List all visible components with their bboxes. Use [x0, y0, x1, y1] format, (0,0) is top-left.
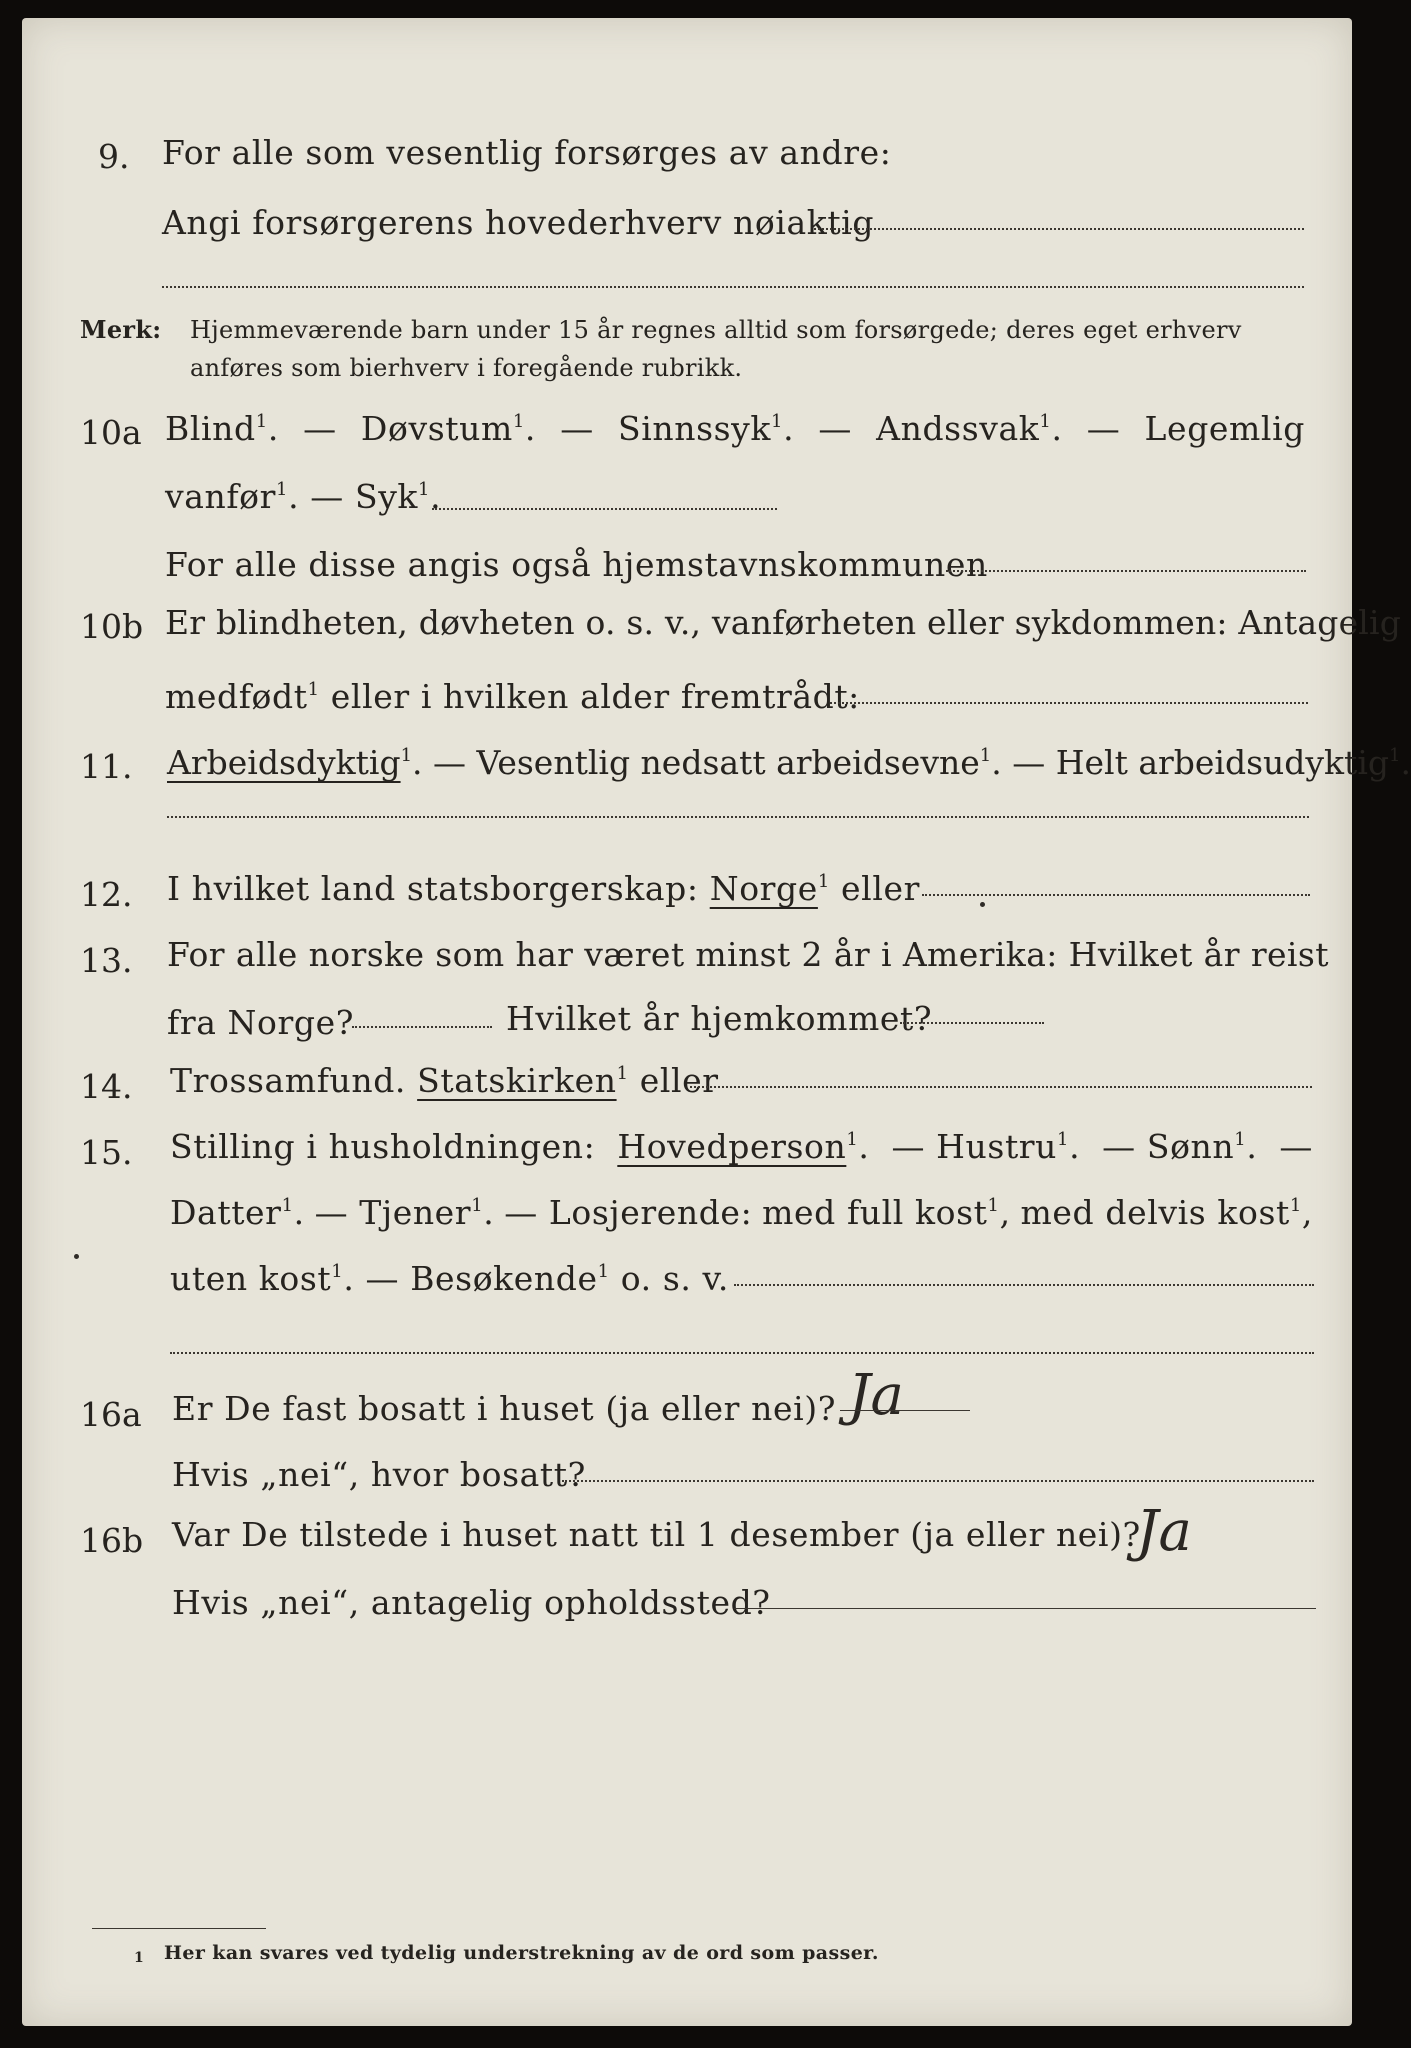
merk-label: Merk:: [80, 315, 162, 344]
separator: —: [1086, 409, 1121, 448]
q16a-answer-line: [840, 1410, 970, 1411]
separator: —: [560, 409, 594, 448]
q16a-line1: Er De fast bosatt i huset (ja eller nei)?: [172, 1389, 836, 1428]
q9-line1: For alle som vesentlig forsørges av andre:: [162, 133, 892, 172]
q10b-line1: Er blindheten, døvheten o. s. v., vanførheten eller sykdommen: Antagelig: [165, 603, 1402, 642]
q9-answer-line: [814, 228, 1304, 230]
q10b-answer-line: [830, 702, 1308, 704]
q10b-line2: medfødt$^1$ eller i hvilken alder fremtrådt:: [165, 677, 860, 716]
option-legemlig: Legemlig: [1144, 409, 1305, 448]
census-form-page: [22, 18, 1411, 2026]
q10a-number: 10a: [80, 413, 142, 452]
q16a-line2: Hvis „nei“, hvor bosatt?: [172, 1455, 586, 1494]
q14-line: Trossamfund. Statskirken$^1$ eller: [170, 1061, 719, 1100]
q16a-handwritten-answer: Ja: [848, 1363, 904, 1428]
q12-answer-line: [922, 894, 1310, 896]
q14-answer-line: [690, 1086, 1312, 1088]
q15-answer-line-2: [170, 1352, 1314, 1354]
q11-number: 11.: [80, 747, 133, 786]
ink-speck: [74, 1254, 79, 1259]
q15-number: 15.: [80, 1133, 133, 1172]
q16b-line2: Hvis „nei“, antagelig opholdssted?: [172, 1583, 771, 1622]
merk-line1: Hjemmeværende barn under 15 år regnes alltid som forsørgede; deres eget erhverv: [190, 316, 1242, 344]
q10a-answer-line: [432, 508, 777, 510]
option-statskirken-underlined: Statskirken: [417, 1061, 617, 1100]
footnote-text: Her kan svares ved tydelig understrekning av de ord som passer.: [164, 1942, 879, 1964]
q16a-number: 16a: [80, 1395, 142, 1434]
q13-line1: For alle norske som har været minst 2 år i Amerika: Hvilket år reist: [167, 935, 1329, 974]
q16b-hvis-line: [734, 1608, 1316, 1609]
q10a-line3: For alle disse angis også hjemstavnskommunen: [165, 545, 988, 584]
option-hovedperson-underlined: Hovedperson$^1$.: [617, 1127, 870, 1166]
q15-line3: uten kost$^1$. — Besøkende$^1$ o. s. v.: [170, 1259, 729, 1298]
q16b-line1: Var De tilstede i huset natt til 1 desember (ja eller nei)?: [172, 1515, 1141, 1554]
q15-line2: Datter$^1$. — Tjener$^1$. — Losjerende: med full kost$^1$, med delvis kost$^1$,: [170, 1193, 1313, 1232]
q14-number: 14.: [80, 1067, 133, 1106]
q13-number: 13.: [80, 941, 133, 980]
footnote-rule: [92, 1928, 266, 1929]
option-arbeidsdyktig-underlined: Arbeidsdyktig: [167, 743, 401, 782]
separator: —: [303, 409, 337, 448]
q13-line2-fra: fra Norge?: [167, 1003, 355, 1042]
q13-hjem-line: [900, 1022, 1044, 1024]
q9-number: 9.: [98, 137, 130, 176]
ink-speck: [980, 902, 985, 907]
q11-line: Arbeidsdyktig$^1$. — Vesentlig nedsatt arbeidsevne$^1$. — Helt arbeidsudyktig$^1$.: [167, 743, 1411, 782]
option-sinnssyk: Sinnssyk$^1$.: [618, 409, 795, 448]
option-dovstum: Døvstum$^1$.: [360, 409, 536, 448]
merk-line2: anføres som bierhverv i foregående rubrikk.: [190, 354, 743, 382]
option-norge-underlined: Norge: [709, 869, 818, 908]
footnote-mark: 1: [134, 1950, 145, 1966]
q16a-hvis-line: [562, 1480, 1314, 1482]
q15-answer-line: [734, 1284, 1314, 1286]
q10b-number: 10b: [80, 607, 144, 646]
q16b-handwritten-answer: Ja: [1136, 1499, 1192, 1564]
q12-line: I hvilket land statsborgerskap: Norge$^1$ eller: [167, 869, 920, 908]
q13-fra-line: [352, 1026, 492, 1028]
option-blind: Blind$^1$.: [165, 409, 279, 448]
q12-number: 12.: [80, 875, 133, 914]
q16b-number: 16b: [80, 1521, 144, 1560]
q10a-line2: vanfør$^1$. — Syk$^1$.: [165, 477, 442, 516]
q13-line2-hjem: Hvilket år hjemkommet?: [506, 999, 933, 1038]
option-andssvak: Andssvak$^1$.: [876, 409, 1063, 448]
q11-answer-line: [167, 816, 1309, 818]
q10a-line1: [165, 409, 1305, 448]
q15-line1: Stilling i husholdningen: Hovedperson$^1$. — Hustru$^1$. — Sønn$^1$. —: [170, 1127, 1313, 1166]
q9-line2: Angi forsørgerens hovederhverv nøiaktig: [162, 203, 875, 242]
separator: —: [818, 409, 852, 448]
q10a-hjemstavn-line: [946, 570, 1306, 572]
q9-answer-line-2: [162, 286, 1304, 288]
